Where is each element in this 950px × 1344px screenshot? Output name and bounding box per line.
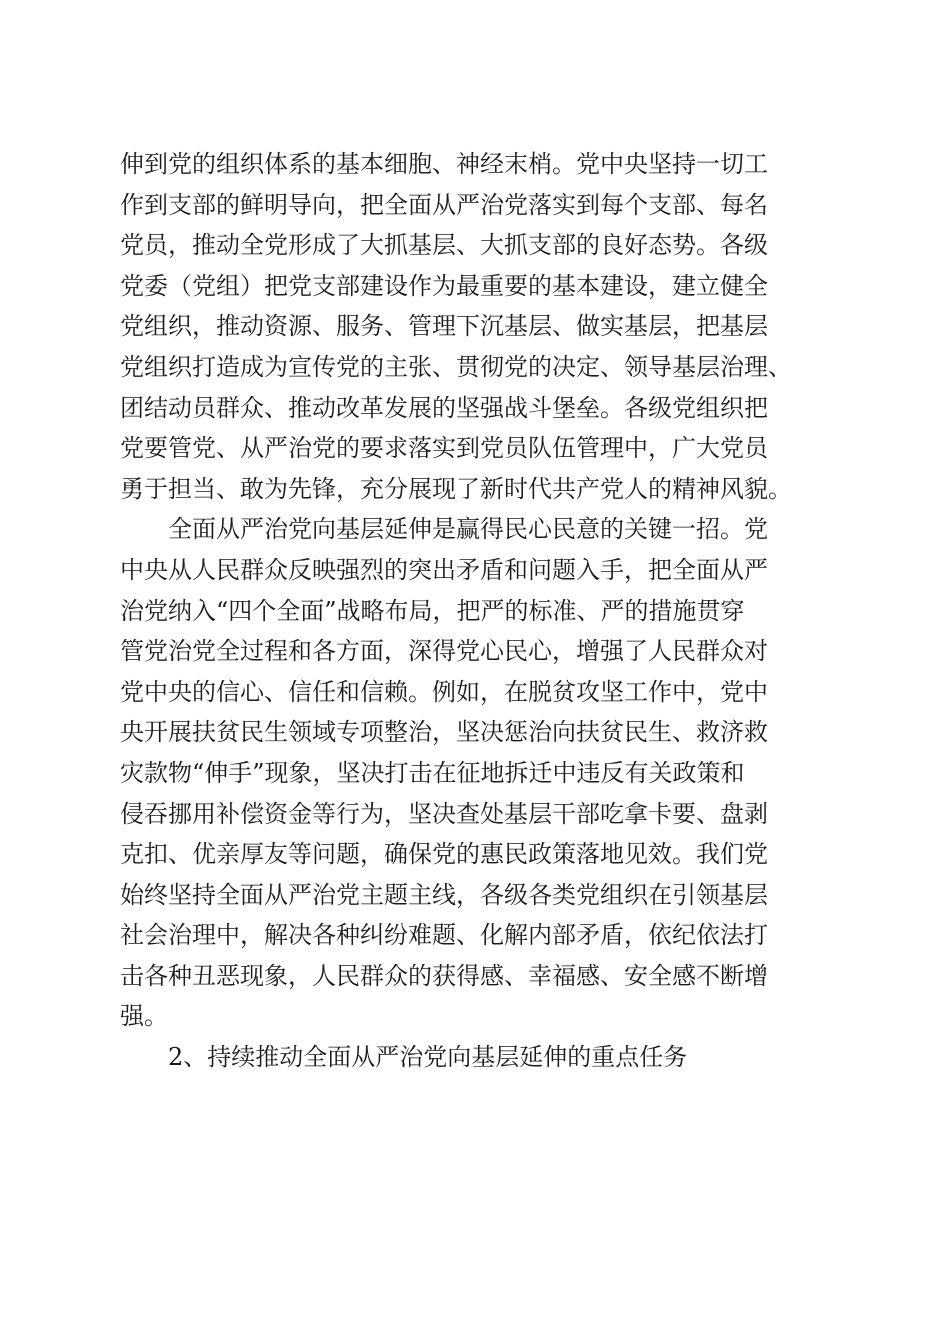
paragraph-1 [120,144,840,509]
text-line: 党组织，推动资源、服务、管理下沉基层、做实基层，把基层 [120,312,768,341]
text-line: 侵吞挪用补偿资金等行为，坚决查处基层干部吃拿卡要、盘剥 [120,799,768,828]
text-line: 党组织打造成为宣传党的主张、贯彻党的决定、领导基层治理、 [120,352,792,381]
text-line: 强。 [120,1002,168,1031]
text-line: 管党治党全过程和各方面，深得党心民心，增强了人民群众对 [120,637,768,666]
text-line: 勇于担当、敢为先锋，充分展现了新时代共产党人的精神风貌。 [120,474,792,503]
paragraph-2 [120,509,840,1037]
text-line: 党中央的信心、信任和信赖。例如，在脱贫攻坚工作中，党中 [120,677,768,706]
section-heading-text: 2、持续推动全面从严治党向基层延伸的重点任务 [168,1043,688,1072]
document-body [120,144,840,1078]
text-line: 伸到党的组织体系的基本细胞、神经末梢。党中央坚持一切工 [120,150,768,178]
text-line: 央开展扶贫民生领域专项整治，坚决惩治向扶贫民生、救济救 [120,718,768,747]
text-line: 党员，推动全党形成了大抓基层、大抓支部的良好态势。各级 [120,231,768,260]
text-line: 团结动员群众、推动改革发展的坚强战斗堡垒。各级党组织把 [120,393,768,422]
text-line: 击各种丑恶现象，人民群众的获得感、幸福感、安全感不断增 [120,961,768,990]
text-line: 始终坚持全面从严治党主题主线，各级各类党组织在引领基层 [120,880,768,909]
text-line: 党要管党、从严治党的要求落实到党员队伍管理中，广大党员 [120,434,768,463]
text-line: 中央从人民群众反映强烈的突出矛盾和问题入手，把全面从严 [120,555,768,584]
text-line-first: 全面从严治党向基层延伸是赢得民心民意的关键一招。党 [168,515,768,544]
text-line: 克扣、优亲厚友等问题，确保党的惠民政策落地见效。我们党 [120,840,768,869]
section-heading [120,1037,840,1078]
text-line: 党委（党组）把党支部建设作为最重要的基本建设，建立健全 [120,271,768,300]
text-line: 社会治理中，解决各种纠纷难题、化解内部矛盾，依纪依法打 [120,921,768,950]
text-line: 治党纳入“四个全面”战略布局，把严的标准、严的措施贯穿 [120,596,745,625]
text-line: 灾款物“伸手”现象，坚决打击在征地拆迁中违反有关政策和 [120,758,745,787]
text-line: 作到支部的鲜明导向，把全面从严治党落实到每个支部、每名 [120,190,768,219]
